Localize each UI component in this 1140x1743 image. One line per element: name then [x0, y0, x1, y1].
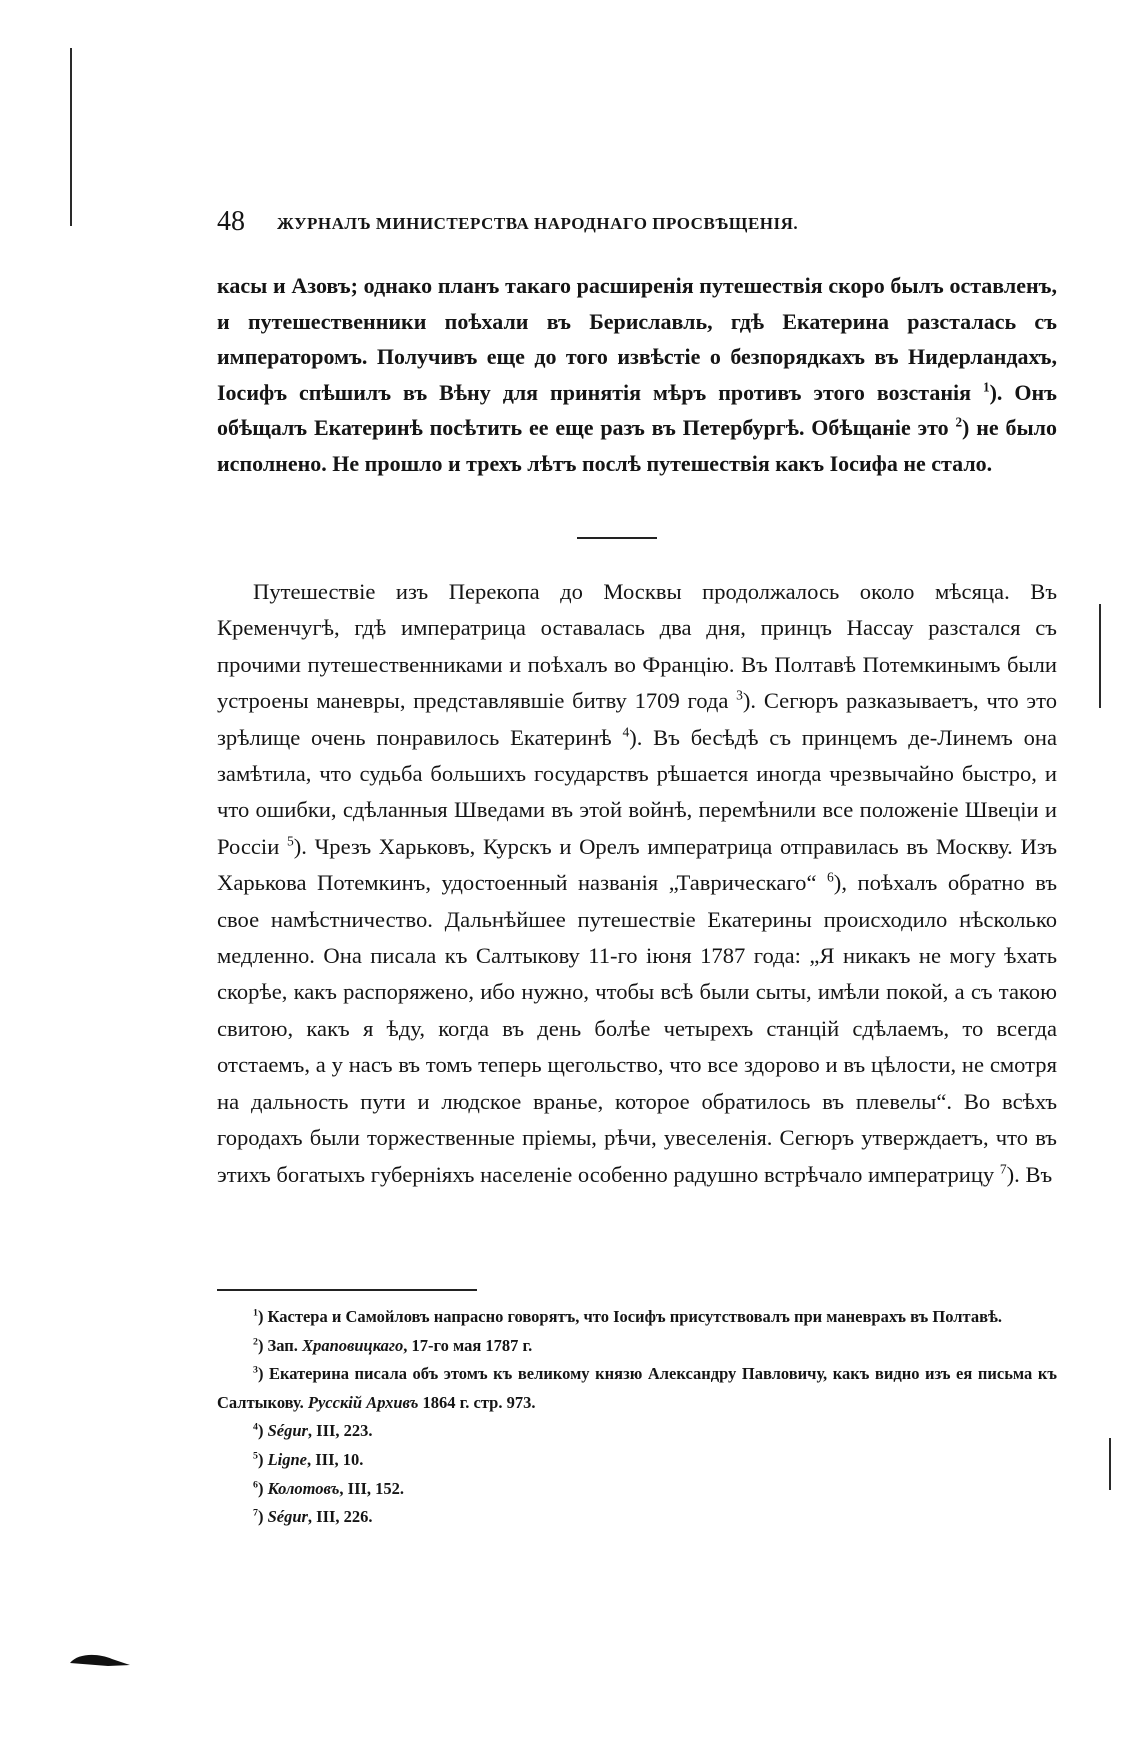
footnote-mark: 5 [253, 1450, 258, 1462]
footnote-7 [217, 1503, 1057, 1532]
ink-blot-mark [68, 1651, 132, 1667]
footnote-text: , III, 152. [339, 1478, 405, 1498]
footnote-text: , III, 226. [307, 1507, 373, 1527]
page-number: 48 [217, 206, 245, 237]
footnote-6 [217, 1475, 1057, 1504]
footnote-text: ) [257, 1421, 268, 1441]
footnote-mark: 6 [253, 1479, 258, 1491]
footnote-ref: 4 [622, 724, 630, 740]
footnote-ref: 1 [982, 379, 990, 395]
footnote-ref: 7 [999, 1160, 1007, 1176]
footnote-4 [217, 1417, 1057, 1446]
footnote-text: , 17-го мая 1787 г. [403, 1335, 533, 1355]
footnotes [217, 1303, 1057, 1532]
footnote-source: Колотовъ [267, 1478, 340, 1498]
running-title: ЖУРНАЛЪ МИНИСТЕРСТВА НАРОДНАГО ПРОСВѢЩЕНІЯ. [277, 214, 799, 233]
footnote-ref: 3 [736, 687, 743, 703]
footnote-text: , III, 10. [306, 1449, 364, 1469]
footnote-mark: 1 [253, 1307, 258, 1319]
footnote-ref: 5 [286, 833, 294, 849]
scan-edge-mark [1109, 1438, 1111, 1490]
footnote-source: Храповицкаго [302, 1335, 404, 1355]
footnote-divider [217, 1289, 477, 1291]
footnote-source: Русскій Архивъ [307, 1392, 419, 1412]
text-run: ). Въ бесѣдѣ съ принцемъ де-Линемъ она замѣтила, что судьба большихъ государствъ рѣшается иногда чрезвычайно быстро, и что ошибки, сдѣланныя Шведами въ этой войнѣ, перемѣнили все положеніе Швеціи и Россіи [217, 724, 1057, 859]
footnote-text: ) Екатерина писала объ этомъ къ великому князю Александру Павловичу, какъ видно изъ ея письма къ Салтыкову. [217, 1364, 1057, 1412]
text-run: ). Онъ обѣщалъ Екатеринѣ посѣтить ее еще разъ въ Петербургѣ. Обѣщаніе это [217, 379, 1057, 440]
footnote-ref: 2 [955, 414, 963, 430]
bold-paragraph [217, 268, 1057, 481]
footnote-text: ) Зап. [257, 1335, 303, 1355]
text-run: ). Въ [1006, 1161, 1053, 1187]
footnote-source: Ségur [267, 1421, 308, 1441]
footnote-1 [217, 1303, 1057, 1332]
footnote-mark: 3 [253, 1364, 258, 1376]
footnote-mark: 4 [253, 1421, 258, 1433]
scan-edge-mark [70, 48, 72, 226]
footnote-5 [217, 1446, 1057, 1475]
page-header [217, 206, 1057, 246]
text-run: ). Сегюръ разказываетъ, что это зрѣлище очень понравилось Екатеринѣ [217, 688, 1057, 750]
footnote-text: ) [257, 1507, 268, 1527]
main-paragraph [217, 574, 1057, 1193]
text-run: ). Чрезъ Харьковъ, Курскъ и Орелъ императрица отправилась въ Москву. Изъ Харькова Потемкинъ, удостоенный названія „Таврическаго“ [217, 833, 1058, 896]
footnote-3 [217, 1360, 1057, 1417]
text-run: Путешествіе изъ Перекопа до Москвы продолжалось около мѣсяца. Въ Кременчугѣ, гдѣ императрица оставалась два дня, принцъ Нассау разстался съ прочими путешественниками и поѣхалъ во Францію. Въ Полтавѣ Потемкинымъ были устроены маневры, представлявшіе битву 1709 года [217, 579, 1057, 714]
footnote-text: , III, 223. [307, 1421, 373, 1441]
footnote-text: ) [257, 1478, 268, 1498]
text-run: касы и Азовъ; однако планъ такаго расширенія путешествія скоро былъ оставленъ, и путешественники поѣхали въ Бериславль, гдѣ Екатерина разсталась съ императоромъ. Получивъ еще до того извѣстіе о безпорядкахъ въ Нидерландахъ, Іосифъ спѣшилъ въ Вѣну для принятія мѣръ противъ этого возстанія [217, 273, 1057, 405]
scan-edge-mark [1099, 604, 1101, 708]
footnote-mark: 7 [253, 1507, 258, 1519]
section-divider [577, 537, 657, 539]
footnote-text: ) Кастера и Самойловъ напрасно говорятъ, что Іосифъ присутствовалъ при маневрахъ въ Полтавѣ. [257, 1307, 1003, 1326]
footnote-ref: 6 [827, 869, 834, 885]
footnote-source: Ségur [267, 1507, 308, 1527]
footnote-source: Ligne [267, 1449, 307, 1469]
footnote-text: ) [257, 1449, 268, 1469]
footnote-2 [217, 1332, 1057, 1361]
text-run: ), поѣхалъ обратно въ свое намѣстничество. Дальнѣйшее путешествіе Екатерины происходило нѣсколько медленно. Она писала къ Салтыкову 11-го іюня 1787 года: „Я никакъ не могу ѣхать скорѣе, какъ распоряжено, ибо нужно, чтобы всѣ были сыты, имѣли покой, а съ такою свитою, какъ я ѣду, когда въ день болѣе четырехъ станцій сдѣлаемъ, то всегда отстаемъ, а у насъ въ томъ теперь щегольство, что все здорово и въ цѣлости, не смотря на дальность пути и людское вранье, которое обратилось въ плевелы“. Во всѣхъ городахъ были торжественные пріемы, рѣчи, увеселенія. Сегюръ утверждаетъ, что въ этихъ богатыхъ губерніяхъ населеніе особенно радушно встрѣчало императрицу [217, 870, 1057, 1187]
footnote-text: 1864 г. стр. 973. [418, 1392, 536, 1412]
text-run: ) не было исполнено. Не прошло и трехъ лѣтъ послѣ путешествія какъ Іосифа не стало. [217, 415, 1057, 476]
footnote-mark: 2 [253, 1336, 258, 1348]
